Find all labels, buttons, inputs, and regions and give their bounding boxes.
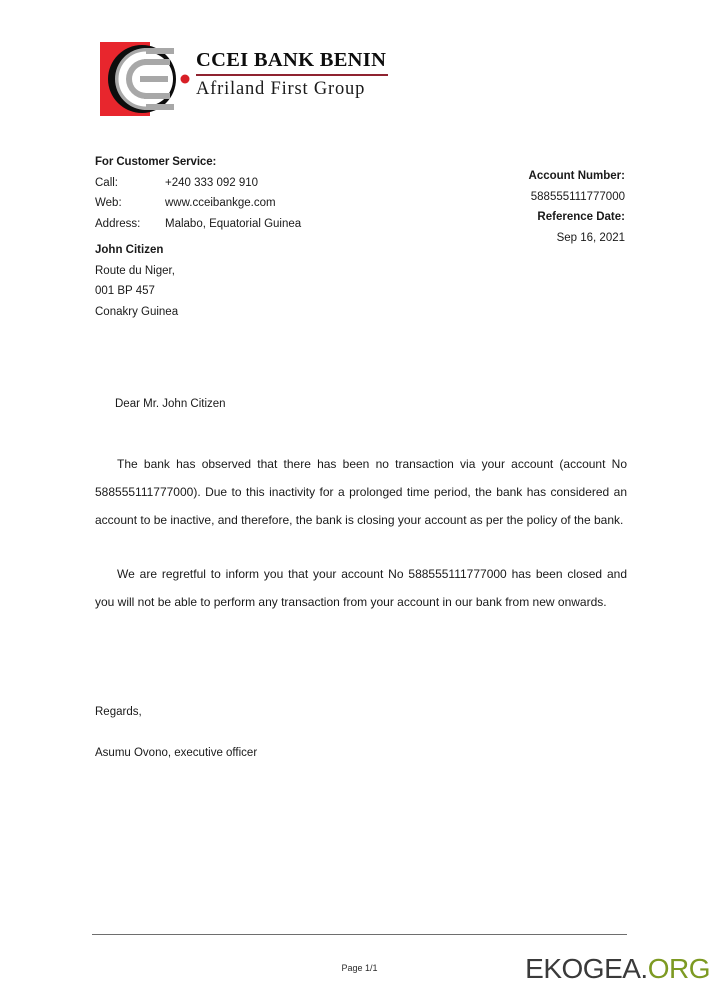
contact-value-call: +240 333 092 910: [165, 176, 259, 189]
recipient-line-1: Route du Niger,: [95, 264, 175, 277]
logo-wordmark: [196, 50, 396, 100]
customer-service-block: [95, 152, 301, 234]
contact-row-call: [95, 173, 301, 194]
customer-service-heading: For Customer Service:: [95, 156, 217, 168]
letter-body: [95, 450, 627, 616]
ekogea-watermark: [525, 955, 710, 983]
letter-paragraph-2: We are regretful to inform you that your account No 588555111777000 has been closed and you will not be able to perform any transaction from your account in our bank from new onwards.: [95, 567, 627, 609]
ccei-bank-logo-mark-icon: [100, 42, 192, 116]
reference-date-value: Sep 16, 2021: [556, 231, 625, 244]
logo-subtitle: Afriland First Group: [196, 78, 366, 99]
logo-title: CCEI BANK BENIN: [196, 49, 387, 71]
recipient-name: John Citizen: [95, 244, 164, 256]
letter-paragraph-1: The bank has observed that there has been no transaction via your account (account No 588555111777000). Due to this inactivity for a prolonged time period, the bank has considered an account to be inactive, and therefore, the bank is closing your account as per the policy of the bank.: [95, 457, 627, 527]
contact-value-address: Malabo, Equatorial Guinea: [165, 217, 302, 230]
footer-divider: [92, 934, 627, 935]
account-meta-block: [529, 166, 625, 248]
signer-name-title: Asumu Ovono, executive officer: [95, 747, 258, 759]
contact-label-call: Call:: [95, 176, 119, 189]
contact-label-web: Web:: [95, 197, 122, 209]
account-number-value: 588555111777000: [530, 190, 625, 203]
recipient-line-3: Conakry Guinea: [95, 305, 179, 318]
contact-value-web: www.cceibankge.com: [165, 197, 276, 209]
account-number-label: Account Number:: [528, 170, 625, 182]
closing-salutation: Regards,: [95, 706, 142, 718]
contact-row-address: [95, 214, 301, 235]
salutation: Dear Mr. John Citizen: [115, 398, 226, 410]
recipient-line-2: 001 BP 457: [95, 285, 155, 297]
logo-divider: [196, 74, 388, 76]
reference-date-label: Reference Date:: [537, 211, 625, 223]
page-number: Page 1/1: [341, 963, 378, 973]
contact-row-web: [95, 193, 301, 214]
watermark-text-dark: EKOGEA.: [525, 953, 648, 984]
contact-label-address: Address:: [95, 217, 141, 230]
recipient-address-block: [95, 240, 178, 322]
watermark-text-green: ORG: [647, 953, 710, 984]
bank-logo: [100, 36, 400, 122]
